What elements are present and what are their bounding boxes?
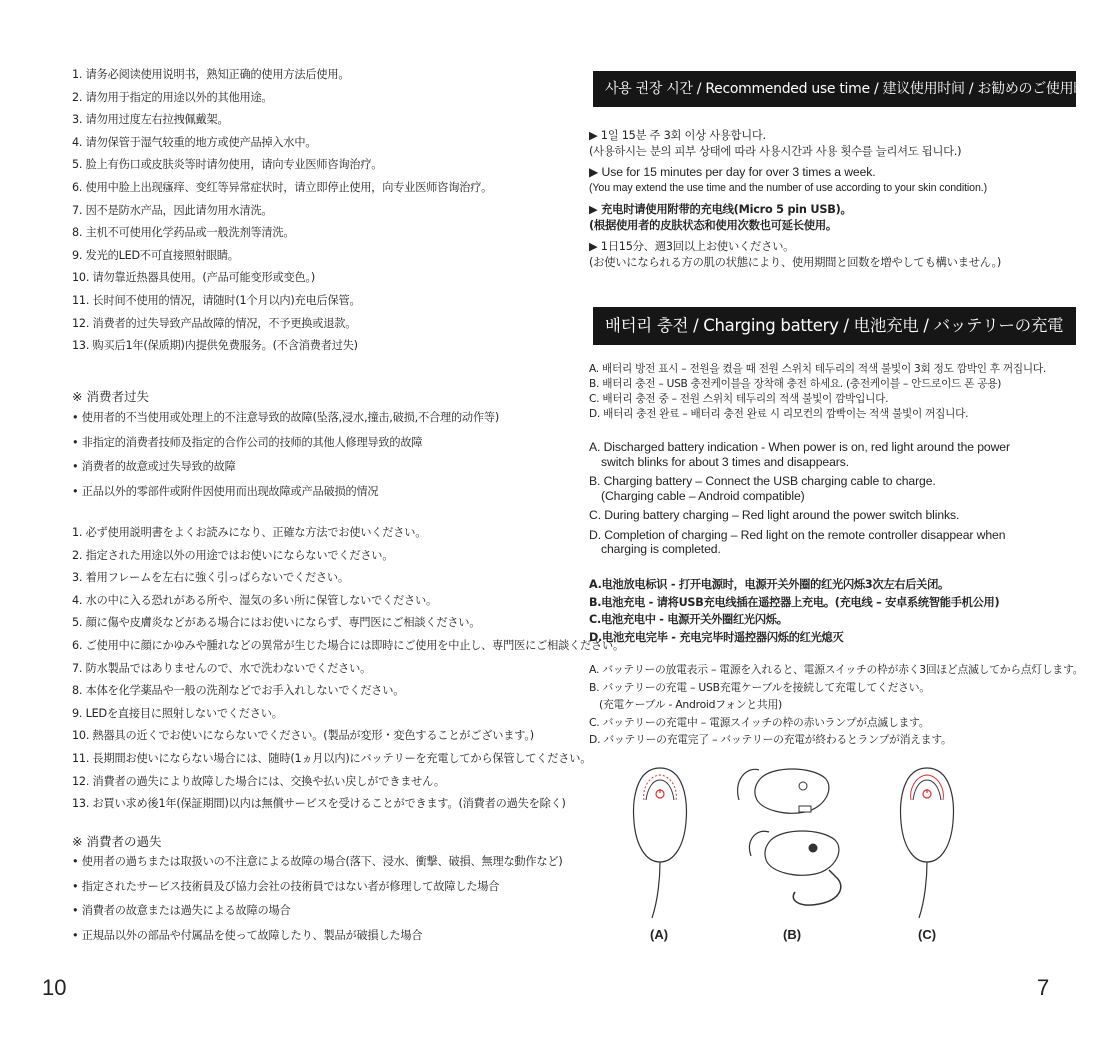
list-item: 11. 长时间不使用的情况，请随时(1个月以内)充电后保管。 — [72, 293, 361, 307]
list-item: • 使用者の過ちまたは取扱いの不注意による故障の場合(落下、浸水、衝撃、破損、無理な動作など) — [72, 855, 563, 868]
list-item: • 消费者的故意或过失导致的故障 — [72, 460, 236, 473]
battery-header: 배터리 충전 / Charging battery / 电池充电 / バッテリーの充電 — [593, 307, 1076, 345]
list-item: 8. 本体を化学薬品や一般の洗剤などでお手入れしないでください。 — [72, 684, 405, 698]
list-item: 3. 着用フレームを左右に強く引っぱらないでください。 — [72, 571, 349, 585]
use-time-line: ▶ 1일 15분 주 3회 이상 사용합니다. — [589, 129, 766, 142]
battery-line: D. 배터리 충전 완료 – 배터리 충전 완료 시 리모컨의 깜빡이는 적색 불빛이 꺼집니다. — [589, 408, 969, 420]
cn-note-bullets — [72, 406, 537, 504]
list-item: 3. 请勿用过度左右拉拽佩戴架。 — [72, 113, 229, 127]
use-time-line: (You may extend the use time and the number of use according to your skin condition.) — [589, 181, 988, 194]
battery-line: A. 배터리 방전 표시 – 전원을 켰을 때 전원 스위치 테두리의 적색 불빛이 3회 정도 깜박인 후 꺼집니다. — [589, 363, 1046, 375]
list-item: • 正規品以外の部品や付属品を使って故障したり、製品が破損した場合 — [72, 928, 423, 942]
battery-line: D. バッテリーの充電完了 – バッテリーの充電が終わるとランプが消えます。 — [589, 733, 952, 746]
list-item: 5. 顔に傷や皮膚炎などがある場合にはお使いにならず、専門医にご相談ください。 — [72, 616, 481, 630]
list-item: 7. 因不是防水产品，因此请勿用水清洗。 — [72, 203, 273, 217]
cn-note-title: ※ 消费者过失 — [72, 389, 149, 404]
list-item: 10. 熱器具の近くでお使いにならないでください。(製品が変形・変色することがございます。) — [72, 729, 534, 743]
list-item: 4. 水の中に入る恐れがある所や、湿気の多い所に保管しないでください。 — [72, 593, 438, 607]
use-time-line: ▶ Use for 15 minutes per day for over 3 times a week. — [589, 165, 876, 179]
list-item: • 非指定的消费者技师及指定的合作公司的技师的其他人修理导致的故障 — [72, 435, 423, 449]
list-item: • 使用者的不当使用或处理上的不注意导致的故障(坠落,浸水,撞击,破损,不合理的动作等) — [72, 411, 500, 424]
list-item: 13. お買い求め後1年(保証期間)以内は無償サービスを受けることができます。(消費者の過失を除く) — [72, 797, 566, 811]
device-figure-c — [889, 760, 999, 920]
list-item: 7. 防水製品ではありませんので、水で洗わないでください。 — [72, 661, 372, 675]
cn-battery-block — [589, 576, 1089, 646]
en-battery-block — [589, 440, 1089, 557]
list-item: 1. 请务必阅读使用说明书，熟知正确的使用方法后使用。 — [72, 68, 350, 81]
list-item: • 正品以外的零部件或附件因使用而出现故障或产品破损的情况 — [72, 484, 379, 498]
use-time-line: ▶ 充电时请使用附带的充电线(Micro 5 pin USB)。 — [589, 203, 852, 216]
figure-label-b: (B) — [783, 927, 802, 942]
battery-line: (Charging cable – Android compatible) — [601, 488, 805, 503]
battery-line: C.电池充电中 - 电源开关外圈红光闪烁。 — [589, 613, 788, 626]
list-item: 2. 请勿用于指定的用途以外的其他用途。 — [72, 90, 273, 104]
list-item: 11. 長期間お使いにならない場合には、随時(1ヵ月以内)にバッテリーを充電してから保管してください。 — [72, 751, 592, 765]
list-item: 12. 消費者の過失により故障した場合には、交換や払い戻しができません。 — [72, 774, 445, 788]
right-page — [549, 0, 1099, 1040]
battery-line: A. バッテリーの放電表示 – 電源を入れると、電源スイッチの枠が赤く3回ほど点滅してから点灯します。 — [589, 663, 1084, 676]
list-item: 2. 指定された用途以外の用途ではお使いにならないでください。 — [72, 548, 394, 562]
battery-line: B.电池充电 - 请将USB充电线插在遥控器上充电。(充电线 – 安卓系统智能手机公用) — [589, 595, 1000, 609]
kr-battery-block — [589, 362, 1089, 422]
battery-line: B. バッテリーの充電 – USB充電ケーブルを接続して充電してください。 — [589, 680, 930, 694]
use-time-line: (根据使用者的皮肤状态和使用次数也可延长使用。 — [589, 218, 837, 232]
list-item: 1. 必ず使用説明書をよくお読みになり、正確な方法でお使いください。 — [72, 526, 427, 539]
device-figure-b — [729, 760, 859, 920]
battery-line: charging is completed. — [601, 542, 721, 556]
list-item: 4. 请勿保管于湿气较重的地方或使产品掉入水中。 — [72, 135, 317, 149]
battery-line: A. Discharged battery indication - When power is on, red light around the power — [589, 440, 1010, 454]
list-item: 6. ご使用中に顔にかゆみや腫れなどの異常が生じた場合には即時にご使用を中止し、専門医にご相談ください。 — [72, 638, 625, 652]
use-time-line: ▶ 1日15分、週3回以上お使いください。 — [589, 240, 795, 253]
battery-line: C. 배터리 충전 중 – 전원 스위치 테두리의 적색 불빛이 깜박입니다. — [589, 393, 889, 405]
battery-line: B. Charging battery – Connect the USB charging cable to charge. — [589, 474, 936, 488]
figure-label-a: (A) — [650, 927, 669, 942]
list-item: 9. 发光的LED不可直接照射眼睛。 — [72, 248, 239, 262]
battery-line: B. 배터리 충전 – USB 충전케이블을 장착해 충전 하세요. (충전케이블 – 안드로이드 폰 공용) — [589, 378, 1002, 390]
battery-line: A.电池放电标识 - 打开电源时，电源开关外圈的红光闪烁3次左右后关闭。 — [589, 578, 949, 591]
use-time-line: (사용하시는 분의 피부 상태에 따라 사용시간과 사용 횟수를 늘리셔도 됩니다.) — [589, 144, 962, 158]
use-time-line: (お使いになられる方の肌の状態により、使用期間と回数を増やしても構いません。) — [589, 255, 1002, 269]
jp-note-title: ※ 消費者の過失 — [72, 834, 162, 849]
battery-line: C. バッテリーの充電中 – 電源スイッチの枠の赤いランプが点滅します。 — [589, 715, 930, 729]
use-time-block — [589, 128, 1089, 270]
battery-line: C. During battery charging – Red light around the power switch blinks. — [589, 508, 960, 522]
list-item: 12. 消费者的过失导致产品故障的情况，不予更换或退款。 — [72, 316, 357, 330]
battery-line: switch blinks for about 3 times and disappears. — [601, 454, 849, 469]
list-item: 6. 使用中脸上出现瘙痒、变红等异常症状时，请立即停止使用，向专业医师咨询治疗。 — [72, 180, 493, 194]
use-time-header: 사용 권장 시간 / Recommended use time / 建议使用时间 / お勧めのご使用時間 — [593, 71, 1076, 107]
device-figure-a — [622, 760, 732, 920]
list-item: • 消費者の故意または過失による故障の場合 — [72, 904, 291, 917]
cn-precautions-list — [72, 64, 532, 358]
list-item: 10. 请勿靠近热器具使用。(产品可能变形或变色。) — [72, 271, 316, 285]
figure-label-c: (C) — [918, 927, 937, 942]
list-item: • 指定されたサービス技術員及び協力会社の技術員ではない者が修理して故障した場合 — [72, 879, 500, 893]
page-number: 7 — [1037, 975, 1050, 1000]
list-item: 9. LEDを直接目に照射しないでください。 — [72, 706, 283, 720]
jp-precautions-list — [72, 522, 625, 816]
list-item: 13. 购买后1年(保质期)内提供免费服务。(不含消费者过失) — [72, 339, 358, 353]
battery-line: D.电池充电完毕 - 充电完毕时遥控器闪烁的红光熄灭 — [589, 630, 844, 644]
list-item: 8. 主机不可使用化学药品或一般洗剂等清洗。 — [72, 226, 295, 240]
page-number: 10 — [42, 975, 67, 1000]
jp-battery-block — [589, 661, 1089, 749]
list-item: 5. 脸上有伤口或皮肤炎等时请勿使用，请向专业医师咨询治疗。 — [72, 158, 383, 172]
battery-line: D. Completion of charging – Red light on the remote controller disappear when — [589, 527, 1006, 542]
jp-note-bullets — [72, 850, 563, 948]
battery-line: (充電ケーブル - Androidフォンと共用) — [599, 698, 782, 711]
